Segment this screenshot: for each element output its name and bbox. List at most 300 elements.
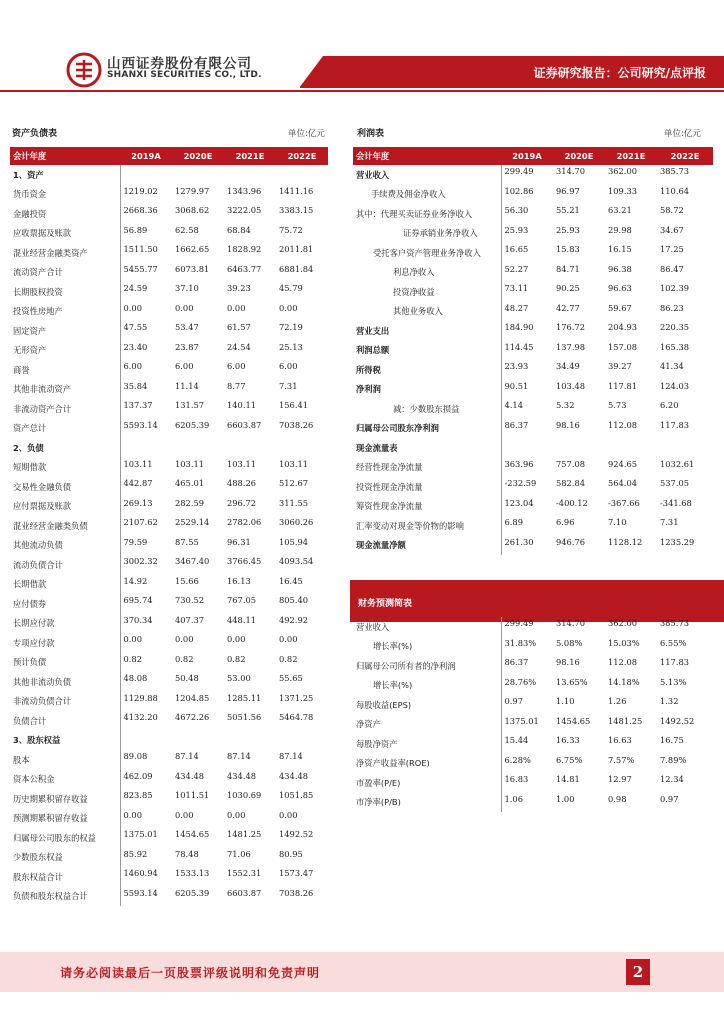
value-cell: 0.00	[227, 302, 246, 313]
value-cell: 5593.14	[120, 419, 172, 439]
value-cell: 6205.39	[175, 887, 210, 898]
value-cell: 103.11	[279, 458, 309, 469]
value-cell: 48.08	[120, 672, 172, 692]
value-cell: 0.82	[120, 653, 172, 673]
value-cell: 16.13	[227, 575, 251, 586]
value-cell: 35.84	[120, 380, 172, 400]
value-cell: 1492.52	[660, 715, 695, 726]
table-row	[10, 770, 328, 790]
value-cell: 1.10	[556, 696, 575, 706]
value-cell: 6.00	[120, 360, 172, 380]
row-label: 其他流动负债	[13, 540, 63, 551]
value-cell: 96.38	[608, 263, 632, 274]
value-cell: 80.95	[279, 848, 303, 859]
value-cell: 114.45	[501, 341, 553, 361]
value-cell: 68.84	[227, 224, 251, 235]
table-row	[10, 887, 328, 907]
value-cell: 492.92	[279, 614, 309, 625]
value-cell: 16.33	[556, 735, 580, 745]
row-label: 长期股权投资	[13, 286, 63, 297]
value-cell: 86.47	[660, 263, 684, 274]
table-row	[10, 204, 328, 224]
row-label: 其中：代理买卖证券业务净收入	[356, 208, 473, 219]
table-row	[10, 575, 328, 595]
value-cell	[605, 438, 657, 458]
row-label: 2、负债	[13, 442, 44, 453]
value-cell: 4093.54	[279, 556, 314, 566]
table-row	[353, 695, 713, 715]
table-row	[10, 692, 328, 712]
value-cell: 16.65	[501, 243, 553, 263]
page-number: 2	[626, 959, 650, 985]
row-label: 股东权益合计	[13, 871, 63, 882]
table-row	[353, 773, 713, 793]
table-row	[10, 555, 328, 575]
value-cell: 1032.61	[660, 458, 695, 469]
value-cell: 1129.88	[120, 692, 172, 712]
value-cell: 98.16	[556, 419, 580, 430]
value-cell: -400.12	[556, 497, 588, 508]
row-label: 3、股东权益	[13, 735, 61, 746]
value-cell: 462.09	[120, 770, 172, 790]
table-row	[353, 536, 713, 556]
value-cell: 299.49	[501, 165, 553, 185]
value-cell: 1573.47	[279, 868, 314, 878]
value-cell: 96.31	[227, 536, 251, 547]
value-cell: 86.23	[660, 302, 684, 313]
value-cell: 385.73	[660, 618, 690, 628]
row-label: 无形资产	[13, 345, 47, 356]
balance-sheet-title: 资产负债表	[12, 129, 58, 139]
table-row	[353, 656, 713, 676]
row-label: 市净率(P/B)	[356, 797, 401, 808]
table-row	[10, 750, 328, 770]
value-cell: 7.89%	[660, 754, 687, 765]
row-label: 证券承销业务净收入	[403, 228, 478, 239]
value-cell: 1481.25	[227, 829, 262, 839]
value-cell: 1343.96	[227, 185, 262, 196]
row-label: 流动资产合计	[13, 267, 63, 278]
row-label: 历史期累积留存收益	[13, 793, 88, 804]
value-cell: 448.11	[227, 614, 257, 625]
value-cell	[224, 165, 276, 185]
value-cell: 1011.51	[175, 790, 210, 800]
value-cell: 86.37	[501, 656, 553, 676]
value-cell: 434.48	[279, 770, 309, 781]
value-cell: 87.14	[279, 751, 303, 761]
table-row	[353, 380, 713, 400]
value-cell: 176.72	[556, 322, 586, 332]
value-cell: 261.30	[501, 536, 553, 556]
table-row	[10, 302, 328, 322]
value-cell: 924.65	[608, 458, 638, 469]
row-label: 非流动资产合计	[13, 403, 72, 414]
table-row	[10, 653, 328, 673]
table-row	[353, 165, 713, 185]
value-cell: 3002.32	[120, 555, 172, 575]
value-cell: 16.83	[501, 773, 553, 793]
header-cell-year: 2022E	[276, 147, 328, 165]
value-cell: 96.63	[608, 283, 632, 293]
value-cell: 0.97	[501, 695, 553, 715]
value-cell: 24.54	[227, 341, 251, 352]
value-cell: 140.11	[227, 400, 257, 410]
table-row	[10, 419, 328, 439]
value-cell: 6.28%	[501, 754, 553, 774]
value-cell: 6.96	[556, 517, 575, 527]
row-label: 归属母公司股东的权益	[13, 832, 96, 843]
value-cell: 2668.36	[120, 204, 172, 224]
table-row	[10, 263, 328, 283]
value-cell: 3222.05	[227, 205, 262, 215]
header-cell-year: 2019A	[501, 147, 553, 165]
table-row	[353, 419, 713, 439]
income-statement-title: 利润表	[357, 129, 385, 139]
value-cell: 156.41	[279, 400, 309, 410]
value-cell: 370.34	[120, 614, 172, 634]
value-cell	[120, 731, 172, 751]
table-row	[10, 185, 328, 205]
table-row	[353, 477, 713, 497]
value-cell: 0.82	[279, 653, 298, 664]
table-header-row	[10, 147, 328, 165]
table-row	[353, 617, 713, 637]
value-cell: 7.10	[608, 517, 627, 527]
row-label: 资本公积金	[13, 774, 55, 785]
table-row	[10, 438, 328, 458]
header-cell-year: 2019A	[120, 147, 172, 165]
value-cell: 110.64	[660, 185, 690, 196]
value-cell: 87.55	[175, 536, 199, 547]
value-cell: 314.70	[556, 166, 586, 176]
table-row	[353, 438, 713, 458]
value-cell: 2782.06	[227, 517, 262, 527]
value-cell: 3467.40	[175, 556, 210, 566]
row-label: 所得税	[356, 364, 381, 375]
value-cell: 5.13%	[660, 676, 687, 687]
value-cell: 0.97	[660, 793, 679, 804]
row-label: 混业经营金融类资产	[13, 247, 88, 258]
table-row	[353, 185, 713, 205]
value-cell: 0.00	[175, 302, 194, 313]
value-cell: 71.06	[227, 848, 251, 859]
row-label: 增长率(%)	[373, 680, 413, 691]
value-cell: 73.11	[501, 282, 553, 302]
value-cell: 96.97	[556, 185, 580, 196]
balance-sheet-table	[10, 147, 328, 906]
value-cell: 117.81	[608, 380, 638, 391]
table-row	[10, 243, 328, 263]
value-cell: 1279.97	[175, 185, 210, 196]
value-cell: 103.11	[120, 458, 172, 478]
value-cell: 23.40	[120, 341, 172, 361]
row-label: 股本	[13, 754, 30, 765]
value-cell: 537.05	[660, 478, 690, 488]
header-divider	[0, 90, 724, 92]
value-cell: 6.00	[175, 361, 194, 371]
row-label: 预计负债	[13, 657, 47, 668]
row-label: 汇率变动对现金等价物的影响	[356, 520, 464, 531]
row-label: 少数股东权益	[13, 852, 63, 863]
value-cell: 1371.25	[279, 692, 314, 703]
value-cell: 14.81	[556, 774, 580, 784]
value-cell: 6.55%	[660, 637, 687, 648]
value-cell: 8.77	[227, 380, 246, 391]
value-cell: 23.93	[501, 360, 553, 380]
value-cell: 805.40	[279, 595, 309, 605]
value-cell: 1533.13	[175, 868, 210, 878]
row-label: 混业经营金融类负债	[13, 520, 88, 531]
value-cell: 7038.26	[279, 887, 314, 898]
value-cell: 15.83	[556, 244, 580, 254]
header-cell-year: 2021E	[224, 147, 276, 165]
value-cell: 84.71	[556, 263, 580, 274]
balance-sheet-unit: 单位:亿元	[288, 129, 325, 139]
row-label: 资产总计	[13, 423, 47, 434]
report-type-banner	[300, 56, 724, 88]
value-cell: -341.68	[660, 497, 692, 508]
value-cell: 102.39	[660, 283, 690, 293]
value-cell	[172, 731, 224, 751]
value-cell: 2011.81	[279, 244, 314, 254]
table-row	[353, 793, 713, 813]
table-header-row	[353, 147, 713, 165]
value-cell	[276, 438, 328, 458]
value-cell: 6.00	[279, 361, 298, 371]
row-label: 现金流量表	[356, 442, 398, 453]
row-label: 投资净收益	[393, 286, 435, 297]
row-label: 交易性金融负债	[13, 481, 72, 492]
header-cell-fiscal-year: 会计年度	[353, 147, 501, 165]
value-cell: 112.08	[608, 419, 638, 430]
row-label: 现金流量净额	[356, 540, 406, 551]
value-cell: 16.75	[660, 735, 684, 745]
row-label: 营业支出	[356, 325, 390, 336]
value-cell: 204.93	[608, 322, 638, 332]
row-label: 其他非流动负债	[13, 676, 72, 687]
value-cell: 123.04	[501, 497, 553, 517]
row-label: 利润总额	[356, 345, 390, 356]
table-row	[10, 614, 328, 634]
value-cell: 50.48	[175, 673, 199, 683]
row-label: 每股收益(EPS)	[356, 699, 412, 710]
value-cell: 269.13	[120, 497, 172, 517]
table-row	[10, 380, 328, 400]
value-cell: 85.92	[120, 848, 172, 868]
value-cell: 5455.77	[120, 263, 172, 283]
value-cell: 157.08	[608, 341, 638, 352]
value-cell: 25.13	[279, 341, 303, 352]
value-cell: 4132.20	[120, 711, 172, 731]
value-cell: 63.21	[608, 205, 632, 215]
value-cell: 55.21	[556, 205, 580, 215]
row-label: 筹资性现金净流量	[356, 501, 423, 512]
row-label: 商誉	[13, 364, 30, 375]
value-cell: 2529.14	[175, 517, 210, 527]
value-cell: 1481.25	[608, 715, 643, 726]
table-row	[353, 399, 713, 419]
value-cell: 2107.62	[120, 516, 172, 536]
value-cell: 3060.26	[279, 517, 314, 527]
value-cell: 767.05	[227, 595, 257, 605]
value-cell: 4672.26	[175, 712, 210, 722]
table-row	[10, 458, 328, 478]
table-row	[353, 321, 713, 341]
value-cell: 52.27	[501, 263, 553, 283]
income-statement-table	[353, 147, 713, 555]
value-cell	[553, 438, 605, 458]
value-cell: 12.34	[660, 774, 684, 784]
value-cell: 39.23	[227, 283, 251, 293]
value-cell: 564.04	[608, 478, 638, 488]
value-cell: 11.14	[175, 380, 199, 391]
row-label: 负债和股东权益合计	[13, 891, 88, 902]
table-row	[10, 224, 328, 244]
value-cell: 6463.77	[227, 263, 262, 274]
value-cell: 695.74	[120, 594, 172, 614]
value-cell: 15.03%	[608, 637, 640, 648]
row-label: 长期借款	[13, 579, 47, 590]
value-cell: 79.59	[120, 536, 172, 556]
row-label: 净资产收益率(ROE)	[356, 758, 430, 769]
table-row	[353, 734, 713, 754]
row-label: 市盈率(P/E)	[356, 777, 401, 788]
value-cell: 59.67	[608, 302, 632, 313]
logo-icon	[66, 52, 102, 88]
value-cell: 131.57	[175, 400, 205, 410]
table-row	[353, 282, 713, 302]
value-cell: 1285.11	[227, 692, 262, 703]
value-cell: 112.08	[608, 657, 638, 667]
table-row	[10, 399, 328, 419]
value-cell: 3068.62	[175, 205, 210, 215]
table-row	[10, 809, 328, 829]
row-label: 每股净资产	[356, 738, 398, 749]
value-cell: 6881.84	[279, 263, 314, 274]
value-cell: 6205.39	[175, 419, 210, 430]
table-row	[10, 633, 328, 653]
row-label: 增长率(%)	[373, 641, 413, 652]
value-cell: 5051.56	[227, 712, 262, 722]
value-cell: 296.72	[227, 497, 257, 508]
disclaimer-text: 请务必阅读最后一页股票评级说明和免责声明	[60, 966, 321, 980]
row-label: 流动负债合计	[13, 559, 63, 570]
value-cell: 1.06	[501, 793, 553, 813]
header-cell-year: 2022E	[657, 147, 713, 165]
value-cell: 1662.65	[175, 244, 210, 254]
value-cell: 0.00	[279, 809, 298, 820]
value-cell: 1.00	[556, 793, 575, 804]
income-statement-unit: 单位:亿元	[664, 129, 701, 139]
value-cell: 137.98	[556, 341, 586, 352]
company-name-en: SHANXI SECURITIES CO., LTD.	[107, 70, 262, 80]
header-cell-year: 2020E	[172, 147, 224, 165]
table-row	[10, 497, 328, 517]
row-label: 长期应付款	[13, 618, 55, 629]
value-cell: 0.00	[120, 633, 172, 653]
row-label: 手续费及佣金净收入	[371, 189, 446, 200]
value-cell: 117.83	[660, 657, 690, 667]
value-cell: 1454.65	[556, 715, 591, 726]
value-cell: 757.08	[556, 458, 586, 469]
value-cell: 385.73	[660, 166, 690, 176]
value-cell: 1128.12	[608, 536, 643, 547]
value-cell	[224, 731, 276, 751]
row-label: 其他非流动资产	[13, 384, 72, 395]
value-cell: 823.85	[120, 789, 172, 809]
value-cell	[224, 438, 276, 458]
row-label: 预测期累积留存收益	[13, 813, 88, 824]
header-cell-year: 2021E	[605, 147, 657, 165]
value-cell: 90.25	[556, 283, 580, 293]
row-label: 固定资产	[13, 325, 47, 336]
header-cell-fiscal-year: 会计年度	[10, 147, 120, 165]
table-row	[353, 341, 713, 361]
value-cell: 0.00	[279, 634, 298, 644]
value-cell: 103.11	[227, 458, 257, 469]
row-label: 经营性现金净流量	[356, 462, 423, 473]
value-cell: 17.25	[660, 244, 684, 254]
value-cell: 105.94	[279, 536, 309, 547]
value-cell: 1492.52	[279, 829, 314, 839]
value-cell: 1.32	[660, 696, 679, 706]
value-cell: 31.83%	[501, 637, 553, 657]
table-row	[10, 321, 328, 341]
table-row	[10, 165, 328, 185]
row-label: 应收票据及账款	[13, 228, 72, 239]
value-cell: 75.72	[279, 224, 303, 235]
table-row	[353, 637, 713, 657]
value-cell: 7.31	[279, 380, 298, 391]
value-cell: 299.49	[501, 617, 553, 637]
row-label: 投资性房地产	[13, 306, 63, 317]
value-cell: 0.00	[227, 809, 246, 820]
table-row	[10, 516, 328, 536]
value-cell: 220.35	[660, 322, 690, 332]
row-label: 营业收入	[356, 621, 390, 632]
value-cell: 13.65%	[556, 676, 588, 687]
value-cell: 23.87	[175, 341, 199, 352]
value-cell	[120, 165, 172, 185]
value-cell: 1219.02	[120, 185, 172, 205]
company-name-cn: 山西证券股份有限公司	[107, 56, 252, 72]
value-cell: 58.72	[660, 205, 684, 215]
row-label: 应付票据及账款	[13, 501, 72, 512]
value-cell: 6603.87	[227, 887, 262, 898]
table-row	[10, 867, 328, 887]
value-cell: -367.66	[608, 497, 640, 508]
value-cell: 5.32	[556, 400, 575, 410]
value-cell: 512.67	[279, 478, 309, 488]
value-cell: 25.93	[501, 224, 553, 244]
row-label: 金融投资	[13, 208, 47, 219]
footer-bar	[0, 952, 724, 992]
value-cell: 5464.78	[279, 712, 314, 722]
row-label: 净利润	[356, 384, 381, 395]
value-cell	[657, 438, 713, 458]
value-cell	[172, 438, 224, 458]
value-cell: 41.34	[660, 361, 684, 371]
value-cell	[276, 165, 328, 185]
value-cell: 102.86	[501, 185, 553, 205]
table-row	[353, 224, 713, 244]
table-row	[353, 204, 713, 224]
table-row	[10, 789, 328, 809]
table-row	[10, 848, 328, 868]
value-cell: 3383.15	[279, 205, 314, 215]
value-cell: 72.19	[279, 322, 303, 332]
value-cell: 362.00	[608, 618, 638, 628]
